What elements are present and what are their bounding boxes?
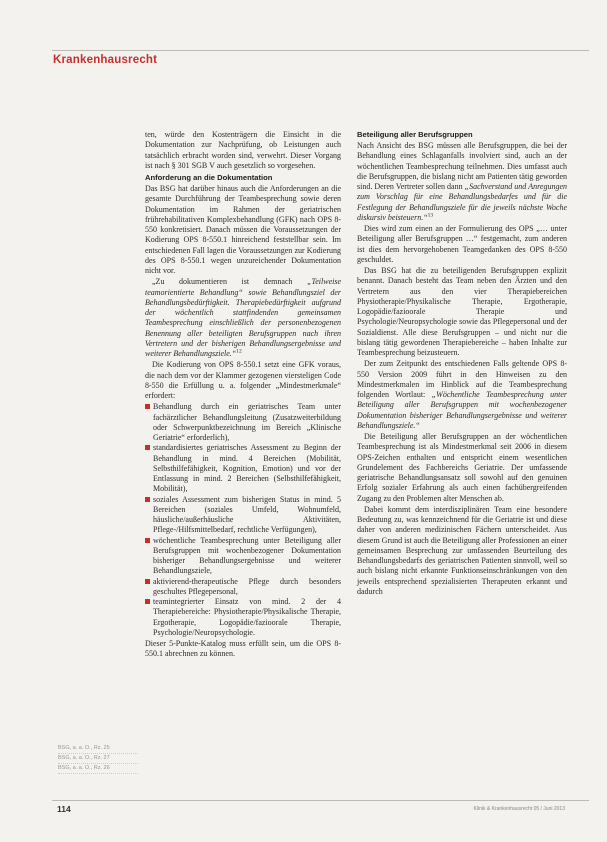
list-item: Behandlung durch ein geriatrisches Team unter fachärztlicher Behandlungsleitung (Zusatzweiterbildung oder Schwerpunktbezeichnung im Bereich „Klinische Geriatrie“ erforderlich), bbox=[145, 402, 341, 443]
quote-text: „Wöchentliche Teambesprechung unter Beteiligung aller Berufsgruppen mit wochenbezogener Dokumentation bisheriger Behandlungsergebnisse und weiterer Behandlungsziele.“ bbox=[357, 390, 568, 430]
journal-citation: Klinik & Krankenhausrecht 05 / Juni 2013 bbox=[473, 806, 565, 812]
heading-berufsgruppen: Beteiligung aller Berufsgruppen bbox=[357, 130, 473, 139]
list-item: soziales Assessment zum bisherigen Status in mind. 5 Bereichen (soziales Umfeld, Wohnumfeld, häusliche/außerhäusliche Aktivitäten, Pflege-/Hilfsmittelbedarf, rechtliche Verfügungen), bbox=[145, 495, 341, 536]
bullet-square bbox=[145, 538, 150, 543]
list-item: wöchentliche Teambesprechung unter Beteiligung aller Berufsgruppen mit wochenbezogener Dokumentation bisheriger Behandlungsergebnisse und weiterer Behandlungsziele, bbox=[145, 536, 341, 577]
right-column bbox=[357, 130, 567, 598]
footnote: BSG, a. a. O., Rz. 25 bbox=[58, 744, 138, 754]
list-item: standardisiertes geriatrisches Assessment zu Beginn der Behandlung in mind. 4 Bereichen (Mobilität, Selbsthilfefähigkeit, Kognition, Emotion) und vor der Entlassung in mind. 2 Bereichen (Selbsthilfefähigkeit, Mobilität), bbox=[145, 443, 341, 494]
bullet-square bbox=[145, 579, 150, 584]
paragraph: Die Kodierung von OPS 8-550.1 setzt eine GFK voraus, die nach dem vor der Klammer gezogenen viersteligen Code 8-550 die Erfüllung u. a. folgender „Mindestmerkmale“ erfordert: bbox=[145, 360, 341, 400]
list-item: teamintegrierter Einsatz von mind. 2 der 4 Therapiebereiche: Physiotherapie/Physikalische Therapie, Ergotherapie, Logopädie/fazioorale Therapie, Psychologie/Neuropsychologie. bbox=[145, 597, 341, 638]
quote-text: „Sachverstand und Anregungen zum Vorschlag für eine Behandlungsbedarfes und für die Festlegung der Behandlungsziele für die jeweils nächste Woche diskursiv beisteuern.“ bbox=[357, 182, 567, 222]
quote-text: „Teilweise teamorientierte Behandlung“ sowie Behandlungsziel der Behandlungsbedürftigkeit. Therapiebedürftigkeit aufgrund der wöchentlich stattfindenden gemeinsamen Teambesprechung einschließlich der personenbezogenen Benennung aller beteiligten Berufsgruppen nach ihren Vertretern und der bisherigen Behandlungsergebnisse und weiterer Behandlungsziele.“ bbox=[145, 277, 342, 358]
bullet-square bbox=[145, 497, 150, 502]
bottom-rule bbox=[52, 800, 589, 801]
intro-paragraph: ten, würde den Kostenträgern die Einsicht in die Dokumentation zur Nachprüfung, ob Leistungen auch tatsächlich erbracht worden sind, verwehrt. Dieser Vorgang ist nach § 301 SGB V auch gesetzlich so vorgesehen. bbox=[145, 130, 341, 170]
list-item: aktivierend-therapeutische Pflege durch besonders geschultes Pflegepersonal, bbox=[145, 577, 341, 598]
paragraph: Der zum Zeitpunkt des entschiedenen Falls geltende OPS 8-550 Version 2009 führt in den Hinweisen zu den Mindestmerkmalen im Hinblick auf die Teambesprechung folgenden Wortlaut: „Wöchentliche Teambesprechung unter Beteiligung aller Berufsgruppen mit wochenbezogener Dokumentation bisheriger Behandlungsergebnisse und weiterer Behandlungsziele.“ bbox=[357, 359, 568, 430]
page-number: 114 bbox=[57, 804, 71, 814]
left-column bbox=[145, 130, 341, 661]
top-rule bbox=[52, 50, 589, 51]
paragraph: Das BSG hat darüber hinaus auch die Anforderungen an die gesamte Durchführung der Teambesprechung sowie deren Dokumentation im Rahmen der geriatrischen frührehabilitativen Komplexbehandlung (GFK) nach OPS 8-550 konkretisiert. Danach müssen die Voraussetzungen der Kodierung OPS 8-550.1 hinreichend feststellbar sein. Im entschiedenen Fall lagen die Voraussetzungen zur Kodierung des OPS 8-550.1 wegen unzureichender Dokumentation nicht vor. bbox=[145, 184, 341, 275]
bullet-square bbox=[145, 599, 150, 604]
footnotes bbox=[58, 744, 138, 774]
paragraph: Dabei kommt dem interdisziplinären Team eine besondere Bedeutung zu, was kennzeichnend für die Geriatrie ist und diese daher von anderen medizinischen Fächern unterscheidet. Aus diesem Grund ist auch die Beteiligung aller Professionen an einer gemeinsamen Besprechung zur umfassenden Beurteilung des Behandlungsbedarfs des geriatrischen Patienten sinnvoll, weil so auch bislang nicht erkannte Funktionseinschränkungen von den jeweils entsprechend spezialisierten Therapeuten erkannt und dadurch bbox=[357, 504, 567, 596]
criteria-list bbox=[145, 402, 341, 638]
paragraph: Die Beteiligung aller Berufsgruppen an der wöchentlichen Teambesprechung ist als Mindestmerkmal seit 2006 in diesem OPS-Zeichen enthalten und entspricht einem wesentlichen Grundelement des Fachbereichs Geriatrie. Der umfassende geriatrische Behandlungsansatz soll sowohl auf den genuinen Erfolg sozialer Erfahrung als auch einen fachübergreifenden Zugang zu den Problemen alter Menschen ab. bbox=[357, 432, 567, 503]
section-header: Krankenhausrecht bbox=[53, 54, 158, 66]
quote-lead: „Zu dokumentieren ist demnach bbox=[152, 277, 293, 287]
paragraph: Dieser 5-Punkte-Katalog muss erfüllt sein, um die OPS 8-550.1 abrechnen zu können. bbox=[145, 639, 341, 659]
bullet-square bbox=[145, 404, 150, 409]
paragraph: Dies wird zum einen an der Formulierung des OPS „… unter Beteiligung aller Berufsgruppen …“ festgemacht, zum anderen ist dies dem hervorgehobenen Teamgedanken des OPS 8-550 geschuldet. bbox=[357, 224, 567, 264]
heading-dokumentation: Anforderung an die Dokumentation bbox=[145, 173, 273, 182]
paragraph: Das BSG hat die zu beteiligenden Berufsgruppen explizit benannt. Danach besteht das Team neben den Ärzten und den Vertretern aus den vier Therapiebereichen Physiotherapie/Physikalische Therapie, Ergotherapie, Logopädie/fazioorale Therapie und Psychologie/Neuropsychologie sowie das Pflegepersonal und der Sozialdienst. Alle diese Berufsgruppen – und nicht nur die bislang tätig gewordenen Therapiebereiche – haben Inhalte zur Teambesprechung beizusteuern. bbox=[357, 266, 567, 357]
footnote: BSG, a. a. O., Rz. 27 bbox=[58, 754, 138, 764]
paragraph: Nach Ansicht des BSG müssen alle Berufsgruppen, die bei der Behandlung eines Schlaganfalls involviert sind, auch an der wöchentlichen Teambesprechung teilnehmen. Dies umfasst auch die Berufsgruppen, die bislang nicht am Patienten tätig geworden sind. Deren Vertreter sollen dann „Sachverstand und Anregungen zum Vorschlag für eine Behandlungsbedarfes und für die Festlegung der Behandlungsziele für die jeweils nächste Woche diskursiv beisteuern.“$^{13}$ bbox=[357, 141, 567, 222]
footnote: BSG, a. a. O., Rz. 26 bbox=[58, 764, 138, 774]
bullet-square bbox=[145, 445, 150, 450]
quote-paragraph: „Zu dokumentieren ist demnach „Teilweise teamorientierte Behandlung“ sowie Behandlungsziel der Behandlungsbedürftigkeit. Therapiebedürftigkeit aufgrund der wöchentlich stattfindenden gemeinsamen Teambesprechung einschließlich der personenbezogenen Benennung aller beteiligten Berufsgruppen nach ihren Vertretern und der bisherigen Behandlungsergebnisse und weiterer Behandlungsziele.“$^{12}$ bbox=[145, 277, 342, 358]
